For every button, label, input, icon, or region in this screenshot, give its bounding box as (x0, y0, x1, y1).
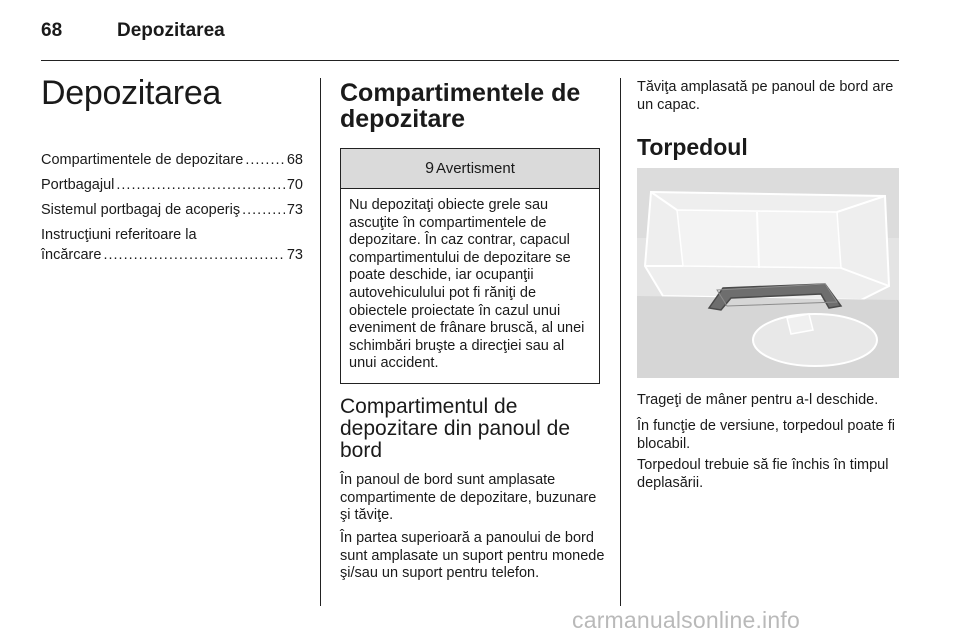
paragraph: În panoul de bord sunt amplasate compartimente de depozitare, buzunare şi tăviţe. (340, 472, 597, 524)
glovebox-drawing (637, 168, 899, 378)
watermark: carmanualsonline.info (572, 607, 800, 633)
paragraph: Torpedoul trebuie să fie închis în timpul deplasării. (637, 457, 889, 491)
table-of-contents (41, 150, 303, 270)
header-rule (41, 60, 899, 61)
toc-leader (245, 150, 285, 170)
warning-header (341, 149, 599, 189)
warning-box (340, 148, 600, 384)
toc-entry-title-continued: încărcare (41, 247, 102, 263)
toc-entry[interactable] (41, 200, 303, 220)
warning-icon: 9 (425, 159, 434, 177)
toc-leader (116, 175, 285, 195)
column-divider (620, 78, 621, 606)
toc-entry-title: Compartimentele de depozitare (41, 152, 244, 168)
toc-entry-page: 68 (286, 152, 303, 168)
subsection-title: Torpedoul (637, 134, 748, 160)
toc-leader (103, 245, 284, 265)
running-title: Depozitarea (117, 20, 225, 41)
toc-entry-page: 70 (286, 177, 303, 193)
glovebox-illustration (637, 168, 899, 378)
toc-entry-title: Portbagajul (41, 177, 115, 193)
toc-leader (242, 200, 285, 220)
subsection-title: Compartimentul de depozitare din panoul de bord (340, 395, 571, 462)
section-title: Compartimentele de depozitare (340, 79, 581, 133)
chapter-title: Depozitarea (41, 74, 222, 112)
toc-entry[interactable] (41, 150, 303, 170)
paragraph: În partea superioară a panoului de bord sunt amplasate un suport pentru monede şi/sau un suport pentru telefon. (340, 530, 605, 582)
toc-entry-title: Instrucţiuni referitoare la (41, 227, 197, 243)
paragraph: Trageţi de mâner pentru a-l deschide. (637, 392, 879, 408)
warning-label: Avertisment (435, 160, 515, 177)
warning-text: Nu depozitaţi obiecte grele sau ascuţite în compartimentele de depozitare. În caz contrar, capacul compartimentului de depozitare se poate deschide, iar ocupanţii autovehiculului pot fi răniţi de obiectele proiectate în cazul unui eveniment de frânare bruscă, al unei schimbări bruşte a direcţiei sau al unui accident. (349, 197, 585, 372)
paragraph: În funcţie de versiune, torpedoul poate fi blocabil. (637, 418, 895, 452)
toc-entry-title: Sistemul portbagaj de acoperiş (41, 202, 241, 218)
paragraph: Tăviţa amplasată pe panoul de bord are un capac. (637, 79, 894, 113)
toc-entry[interactable] (41, 225, 303, 265)
toc-entry-page: 73 (286, 247, 303, 263)
toc-entry-page: 73 (286, 202, 303, 218)
page-number: 68 (41, 20, 63, 41)
toc-entry[interactable] (41, 175, 303, 195)
column-divider (320, 78, 321, 606)
